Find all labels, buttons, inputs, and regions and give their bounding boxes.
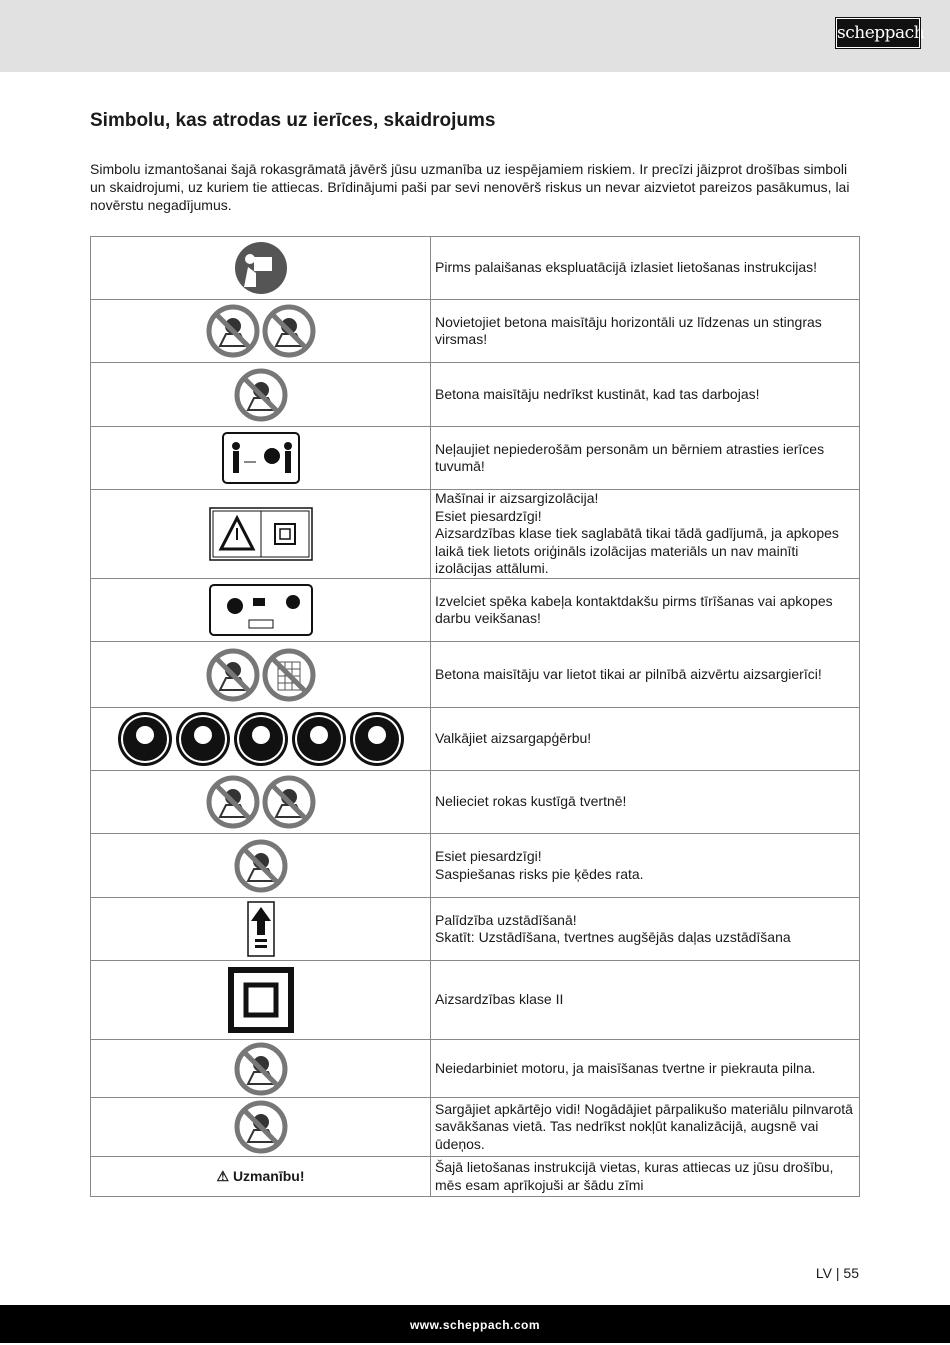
table-row: [91, 642, 860, 708]
symbol-table: [90, 236, 860, 1197]
table-row: [91, 579, 860, 642]
read-manual-icon: [233, 259, 289, 275]
description-line: Šajā lietošanas instrukcijā vietas, kuras attiecas uz jūsu drošību, mēs esam aprīkojuši ar šādu zīmi: [435, 1159, 834, 1193]
symbol-cell: [91, 363, 431, 427]
table-row: [91, 300, 860, 363]
symbol-cell: [91, 1098, 431, 1157]
description-line: Aizsardzības klase II: [435, 991, 564, 1008]
symbol-cell: [91, 961, 431, 1040]
page-title: Simbolu, kas atrodas uz ierīces, skaidrojums: [90, 110, 496, 131]
symbol-cell: [91, 1040, 431, 1098]
description-line: Mašīnai ir aizsargizolācija!: [435, 490, 599, 507]
symbol-cell: [91, 237, 431, 300]
description-cell: [431, 642, 860, 708]
mandatory-icon: [116, 730, 174, 746]
description-cell: [431, 300, 860, 363]
attention-label: ⚠ Uzmanību!: [216, 1167, 305, 1184]
description-line: Betona maisītāju var lietot tikai ar pilnībā aizvērtu aizsargierīci!: [435, 665, 822, 682]
description-line: Betona maisītāju nedrīkst kustināt, kad tas darbojas!: [435, 385, 760, 402]
symbol-cell: [91, 427, 431, 490]
prohibit-icon: [233, 1118, 289, 1134]
symbol-cell: [91, 1157, 431, 1197]
table-row: [91, 898, 860, 961]
intro-paragraph: Simbolu izmantošanai šajā rokasgrāmatā jāvērš jūsu uzmanība uz iespējamiem riskiem. Ir precīzi jāizprot drošības simboli un skaidrojumi, uz kuriem tie attiecas. Brīdinājumi paši par sevi nenovērš riskus un nevar aizvietot pareizos pasākumus, lai novērstu negadījumus.: [90, 161, 850, 213]
grid-guard-icon: [261, 665, 317, 681]
description-cell: [431, 834, 860, 898]
description-cell: [431, 579, 860, 642]
table-row: [91, 771, 860, 834]
prohibit-icon: [233, 856, 289, 872]
description-line: Izvelciet spēka kabeļa kontaktdakšu pirms tīrīšanas vai apkopes darbu veikšanas!: [435, 592, 833, 626]
symbol-cell: [91, 490, 431, 579]
description-cell: [431, 961, 860, 1040]
table-row: [91, 708, 860, 771]
description-line: Esiet piesardzīgi!: [435, 507, 542, 524]
arrow-up-panel-icon: [246, 920, 276, 936]
prohibit-icon: [205, 665, 261, 681]
description-line: Palīdzība uzstādīšanā!: [435, 911, 577, 928]
table-row: [91, 1098, 860, 1157]
prohibit-icon: [233, 385, 289, 401]
brand-logo: scheppach: [836, 18, 920, 48]
description-cell: [431, 1040, 860, 1098]
description-cell: [431, 237, 860, 300]
symbol-cell: [91, 300, 431, 363]
table-row: [91, 834, 860, 898]
description-line: Saspiešanas risks pie ķēdes rata.: [435, 865, 644, 882]
description-line: Aizsardzības klase tiek saglabātā tikai tādā gadījumā, ja apkopes laikā tiek lietots oriģināls izolācijas materiāls un nav mainīti izolācijas attālumi.: [435, 525, 839, 577]
mandatory-icon: [232, 730, 290, 746]
description-line: Sargājiet apkārtējo vidi! Nogādājiet pārpalikušo materiālu pilnvarotā savākšanas vietā. Tas nedrīkst nokļūt kanalizācijā, augsnē vai ūdeņos.: [435, 1100, 853, 1152]
description-cell: [431, 1157, 860, 1197]
table-row: [91, 961, 860, 1040]
symbol-cell: [91, 771, 431, 834]
description-cell: [431, 1098, 860, 1157]
description-cell: [431, 490, 860, 579]
description-line: Esiet piesardzīgi!: [435, 848, 542, 864]
symbol-cell: [91, 579, 431, 642]
prohibit-icon: [205, 793, 261, 809]
table-row: [91, 1040, 860, 1098]
description-line: Nelieciet rokas kustīgā tvertnē!: [435, 793, 627, 810]
description-cell: [431, 898, 860, 961]
prohibit-icon: [233, 1059, 289, 1075]
description-line: Skatīt: Uzstādīšana, tvertnes augšējās daļas uzstādīšana: [435, 929, 791, 945]
keep-distance-panel-icon: [221, 449, 301, 465]
table-row: [91, 363, 860, 427]
mandatory-icon: [290, 730, 348, 746]
header-band: [0, 0, 950, 72]
description-cell: [431, 363, 860, 427]
table-row: [91, 427, 860, 490]
mandatory-icon: [174, 730, 232, 746]
prohibit-icon: [261, 793, 317, 809]
table-row: [91, 490, 860, 579]
description-line: Valkājiet aizsargapģērbu!: [435, 730, 592, 747]
mandatory-icon: [348, 730, 406, 746]
symbol-cell: [91, 708, 431, 771]
description-line: Novietojiet betona maisītāju horizontāli uz līdzenas un stingras virsmas!: [435, 313, 822, 347]
unplug-panel-icon: [208, 601, 314, 617]
description-cell: [431, 771, 860, 834]
table-row: [91, 237, 860, 300]
description-line: Neļaujiet nepiederošām personām un bērniem atrasties ierīces tuvumā!: [435, 440, 825, 474]
prohibit-icon: [261, 322, 317, 338]
description-line: Neiedarbiniet motoru, ja maisīšanas tvertne ir piekrauta pilna.: [435, 1059, 816, 1076]
description-cell: [431, 427, 860, 490]
prohibit-icon: [205, 322, 261, 338]
page-number: LV | 55: [815, 1265, 859, 1281]
class-ii-icon: [227, 991, 295, 1007]
warning-insulation-panel-icon: [208, 525, 314, 541]
footer-url: www.scheppach.com: [0, 1305, 950, 1343]
symbol-cell: [91, 642, 431, 708]
description-line: Pirms palaišanas ekspluatācijā izlasiet lietošanas instrukcijas!: [435, 259, 818, 276]
symbol-cell: [91, 898, 431, 961]
symbol-cell: [91, 834, 431, 898]
table-row: [91, 1157, 860, 1197]
description-cell: [431, 708, 860, 771]
